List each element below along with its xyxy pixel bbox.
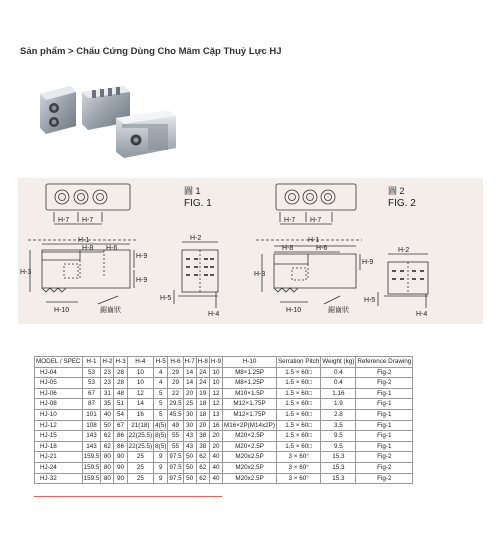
table-cell: 1.5 × 60□: [276, 399, 320, 410]
table-cell: 24: [196, 367, 209, 378]
table-cell: 9: [154, 452, 168, 463]
fig2-serration: 鋸齒狀: [328, 307, 349, 314]
table-cell: 55: [168, 431, 183, 442]
model-cell: HJ-32: [35, 473, 83, 484]
table-cell: 4(5): [154, 420, 168, 431]
table-cell: 29: [168, 378, 183, 389]
fig1-dim-h1: H-1: [78, 237, 90, 244]
fig2-dim-h4: H-4: [416, 311, 428, 318]
table-cell: 97.5: [168, 462, 183, 473]
table-cell: 49: [168, 420, 183, 431]
fig1-dim-h6: H-6: [106, 245, 118, 252]
spec-table: [34, 356, 413, 484]
table-cell: 30: [183, 420, 196, 431]
fig2-dim-h5: H-5: [364, 297, 376, 304]
table-cell: 1.9: [321, 399, 356, 410]
table-cell: 21(18): [127, 420, 153, 431]
table-cell: 8(5): [154, 431, 168, 442]
table-cell: 50: [183, 462, 196, 473]
table-cell: 1.5 × 60□: [276, 431, 320, 442]
fig1-dim-h8: H-8: [82, 245, 94, 252]
model-cell: HJ-10: [35, 409, 83, 420]
table-cell: Fig-1: [356, 388, 413, 399]
table-cell: 55: [168, 441, 183, 452]
column-header: H-7: [183, 357, 196, 368]
table-cell: 45.5: [168, 409, 183, 420]
table-cell: 35: [101, 399, 114, 410]
table-cell: 13: [209, 409, 222, 420]
product-photo: [36, 82, 186, 160]
table-cell: 30: [183, 409, 196, 420]
model-cell: HJ-24: [35, 462, 83, 473]
table-row: [35, 399, 413, 410]
table-cell: 2.8: [321, 409, 356, 420]
table-cell: 43: [183, 441, 196, 452]
table-cell: 5: [154, 388, 168, 399]
table-cell: 16: [127, 409, 153, 420]
table-cell: 9.5: [321, 441, 356, 452]
table-cell: 10: [127, 378, 153, 389]
model-cell: HJ-15: [35, 431, 83, 442]
table-cell: Fig-2: [356, 473, 413, 484]
table-cell: 12: [209, 388, 222, 399]
fig2-dim-h10: H-10: [286, 307, 302, 314]
fig1-dim-h10: H-10: [54, 307, 70, 314]
table-cell: 9: [154, 473, 168, 484]
fig2-dim-h6: H-6: [316, 245, 328, 252]
table-cell: 1.5 × 60□: [276, 441, 320, 452]
table-row: [35, 367, 413, 378]
breadcrumb: Sản phẩm > Chấu Cứng Dùng Cho Mâm Cặp Thuỷ Lực HJ: [20, 46, 282, 57]
fig1-dim-h5: H-5: [160, 295, 172, 302]
table-cell: Fig-2: [356, 378, 413, 389]
table-cell: 20: [183, 388, 196, 399]
fig1-dim-h3: H-3: [20, 269, 32, 276]
table-cell: 10: [209, 378, 222, 389]
model-cell: HJ-08: [35, 399, 83, 410]
table-cell: Fig-1: [356, 409, 413, 420]
column-header: H-3: [114, 357, 127, 368]
fig1-dim-h7a: H-7: [58, 217, 70, 224]
table-cell: M20x2.5P: [223, 462, 277, 473]
table-cell: 101: [82, 409, 101, 420]
table-row: [35, 441, 413, 452]
table-row: [35, 378, 413, 389]
table-cell: 10: [209, 367, 222, 378]
table-cell: 18: [196, 399, 209, 410]
table-cell: 80: [101, 473, 114, 484]
table-cell: 14: [183, 367, 196, 378]
column-header: H-10: [223, 357, 277, 368]
fig1-dim-h2: H-2: [190, 235, 202, 242]
table-cell: 3.5: [321, 420, 356, 431]
table-cell: 40: [101, 409, 114, 420]
table-cell: 80: [101, 462, 114, 473]
fig2-dim-h3: H-3: [254, 271, 266, 278]
table-cell: 97.5: [168, 473, 183, 484]
table-cell: 38: [196, 431, 209, 442]
table-cell: 90: [114, 473, 127, 484]
table-cell: 4: [154, 378, 168, 389]
fig2-dim-h7a: H-7: [284, 217, 296, 224]
table-cell: 1.16: [321, 388, 356, 399]
table-cell: 62: [196, 462, 209, 473]
spec-table-body: [35, 367, 413, 484]
column-header: H-8: [196, 357, 209, 368]
table-cell: 10: [127, 367, 153, 378]
table-row: [35, 452, 413, 463]
table-cell: 50: [101, 420, 114, 431]
column-header: Reference Drawing: [356, 357, 413, 368]
table-cell: 0.4: [321, 367, 356, 378]
table-cell: 97.5: [168, 452, 183, 463]
table-cell: 16: [209, 420, 222, 431]
table-cell: M12×1.75P: [223, 399, 277, 410]
table-cell: Fig-1: [356, 441, 413, 452]
column-header: H-6: [168, 357, 183, 368]
table-cell: 31: [101, 388, 114, 399]
table-cell: 62: [101, 431, 114, 442]
divider-line: [34, 496, 222, 497]
column-header: H-1: [82, 357, 101, 368]
table-cell: 9.5: [321, 431, 356, 442]
spec-table-header: [35, 357, 413, 368]
jaw-left: [40, 86, 76, 134]
table-cell: 5: [154, 399, 168, 410]
jaw-front: [116, 110, 176, 158]
table-cell: M20x2.5P: [223, 473, 277, 484]
fig1-dim-h7b: H-7: [82, 217, 94, 224]
table-cell: 1.5 × 60□: [276, 388, 320, 399]
model-cell: HJ-04: [35, 367, 83, 378]
fig1-dim-h4: H-4: [208, 311, 220, 318]
table-cell: M16×2P(M14x2P): [223, 420, 277, 431]
table-cell: 67: [82, 388, 101, 399]
column-header: H-5: [154, 357, 168, 368]
table-cell: 50: [183, 473, 196, 484]
table-cell: M20×2.5P: [223, 431, 277, 442]
table-cell: 159.5: [82, 462, 101, 473]
table-cell: 53: [82, 367, 101, 378]
table-cell: 18: [196, 409, 209, 420]
table-cell: 53: [82, 378, 101, 389]
table-cell: 15.3: [321, 462, 356, 473]
table-cell: Fig-2: [356, 462, 413, 473]
fig1-mark: 圖 1: [184, 186, 201, 196]
column-header: Serration Pitch: [276, 357, 320, 368]
table-cell: 0.4: [321, 378, 356, 389]
table-cell: 19: [196, 388, 209, 399]
table-cell: 22(25.5): [127, 441, 153, 452]
table-cell: 1.5 × 60□: [276, 409, 320, 420]
fig2-dim-h2: H-2: [398, 247, 410, 254]
table-cell: 43: [183, 431, 196, 442]
table-cell: 87: [82, 399, 101, 410]
table-cell: 86: [114, 431, 127, 442]
table-row: [35, 420, 413, 431]
table-cell: 143: [82, 441, 101, 452]
table-cell: 86: [114, 441, 127, 452]
table-cell: 14: [127, 399, 153, 410]
table-cell: 90: [114, 452, 127, 463]
table-cell: 29.5: [168, 399, 183, 410]
table-row: [35, 462, 413, 473]
table-cell: 54: [114, 409, 127, 420]
table-cell: 1.5 × 60□: [276, 378, 320, 389]
table-cell: 3 × 60°: [276, 462, 320, 473]
table-cell: 28: [114, 367, 127, 378]
table-cell: 12: [209, 399, 222, 410]
table-cell: 62: [196, 452, 209, 463]
table-cell: 9: [154, 462, 168, 473]
table-cell: M20x2.5P: [223, 452, 277, 463]
table-row: [35, 473, 413, 484]
table-cell: 20: [196, 420, 209, 431]
table-cell: 1.5 × 60□: [276, 367, 320, 378]
table-cell: 22(25.5): [127, 431, 153, 442]
table-row: [35, 388, 413, 399]
table-cell: 40: [209, 462, 222, 473]
table-cell: 4: [154, 367, 168, 378]
table-cell: 8(5): [154, 441, 168, 452]
fig2-dim-h7b: H-7: [310, 217, 322, 224]
table-cell: 50: [183, 452, 196, 463]
table-row: [35, 409, 413, 420]
table-cell: 143: [82, 431, 101, 442]
table-cell: M8×1.25P: [223, 367, 277, 378]
fig1-serration: 鋸齒狀: [100, 307, 121, 314]
table-cell: M20×2.5P: [223, 441, 277, 452]
table-cell: Fig-2: [356, 452, 413, 463]
table-cell: 62: [101, 441, 114, 452]
table-cell: 80: [101, 452, 114, 463]
table-cell: Fig-1: [356, 431, 413, 442]
table-cell: 24: [196, 378, 209, 389]
fig2-dim-h9: H-9: [362, 259, 374, 266]
table-cell: 20: [209, 441, 222, 452]
model-cell: HJ-12: [35, 420, 83, 431]
table-cell: 1.5 × 60□: [276, 420, 320, 431]
table-cell: 51: [114, 399, 127, 410]
model-cell: HJ-18: [35, 441, 83, 452]
table-cell: 5: [154, 409, 168, 420]
fig1-dim-h9b: H-9: [136, 277, 148, 284]
table-cell: 15.3: [321, 473, 356, 484]
table-cell: Fig-2: [356, 367, 413, 378]
table-cell: M8×1.25P: [223, 378, 277, 389]
model-cell: HJ-21: [35, 452, 83, 463]
table-cell: 3 × 60°: [276, 452, 320, 463]
table-cell: 28: [114, 378, 127, 389]
fig1-label: FIG. 1: [184, 198, 212, 209]
fig1-dim-h9a: H-9: [136, 253, 148, 260]
table-row: [35, 431, 413, 442]
table-cell: 48: [114, 388, 127, 399]
table-cell: 67: [114, 420, 127, 431]
fig2-label: FIG. 2: [388, 198, 416, 209]
column-header: H-4: [127, 357, 153, 368]
fig2-dim-h8: H-8: [282, 245, 294, 252]
table-cell: 25: [183, 399, 196, 410]
table-cell: 3 × 60°: [276, 473, 320, 484]
column-header: Weight (kg): [321, 357, 356, 368]
table-cell: Fig-1: [356, 420, 413, 431]
table-cell: 40: [209, 452, 222, 463]
table-cell: Fig-1: [356, 399, 413, 410]
table-cell: 38: [196, 441, 209, 452]
technical-drawing: [18, 178, 483, 324]
model-cell: HJ-06: [35, 388, 83, 399]
table-cell: 14: [183, 378, 196, 389]
table-cell: 90: [114, 462, 127, 473]
table-cell: 62: [196, 473, 209, 484]
table-cell: 25: [127, 462, 153, 473]
table-cell: 22: [168, 388, 183, 399]
table-cell: M12×1.75P: [223, 409, 277, 420]
table-cell: 159.5: [82, 473, 101, 484]
table-cell: 25: [127, 452, 153, 463]
table-cell: 108: [82, 420, 101, 431]
fig2-mark: 圖 2: [388, 186, 405, 196]
table-cell: 159.5: [82, 452, 101, 463]
model-cell: HJ-05: [35, 378, 83, 389]
column-header: H-9: [209, 357, 222, 368]
table-cell: 20: [209, 431, 222, 442]
table-cell: 23: [101, 367, 114, 378]
table-cell: 12: [127, 388, 153, 399]
table-cell: 23: [101, 378, 114, 389]
table-cell: 25: [127, 473, 153, 484]
column-header: H-2: [101, 357, 114, 368]
table-cell: 29: [168, 367, 183, 378]
table-cell: 40: [209, 473, 222, 484]
table-cell: 15.3: [321, 452, 356, 463]
column-header: MODEL / SPEC: [35, 357, 83, 368]
fig2-dim-h1: H-1: [308, 237, 320, 244]
table-cell: M10×1.5P: [223, 388, 277, 399]
